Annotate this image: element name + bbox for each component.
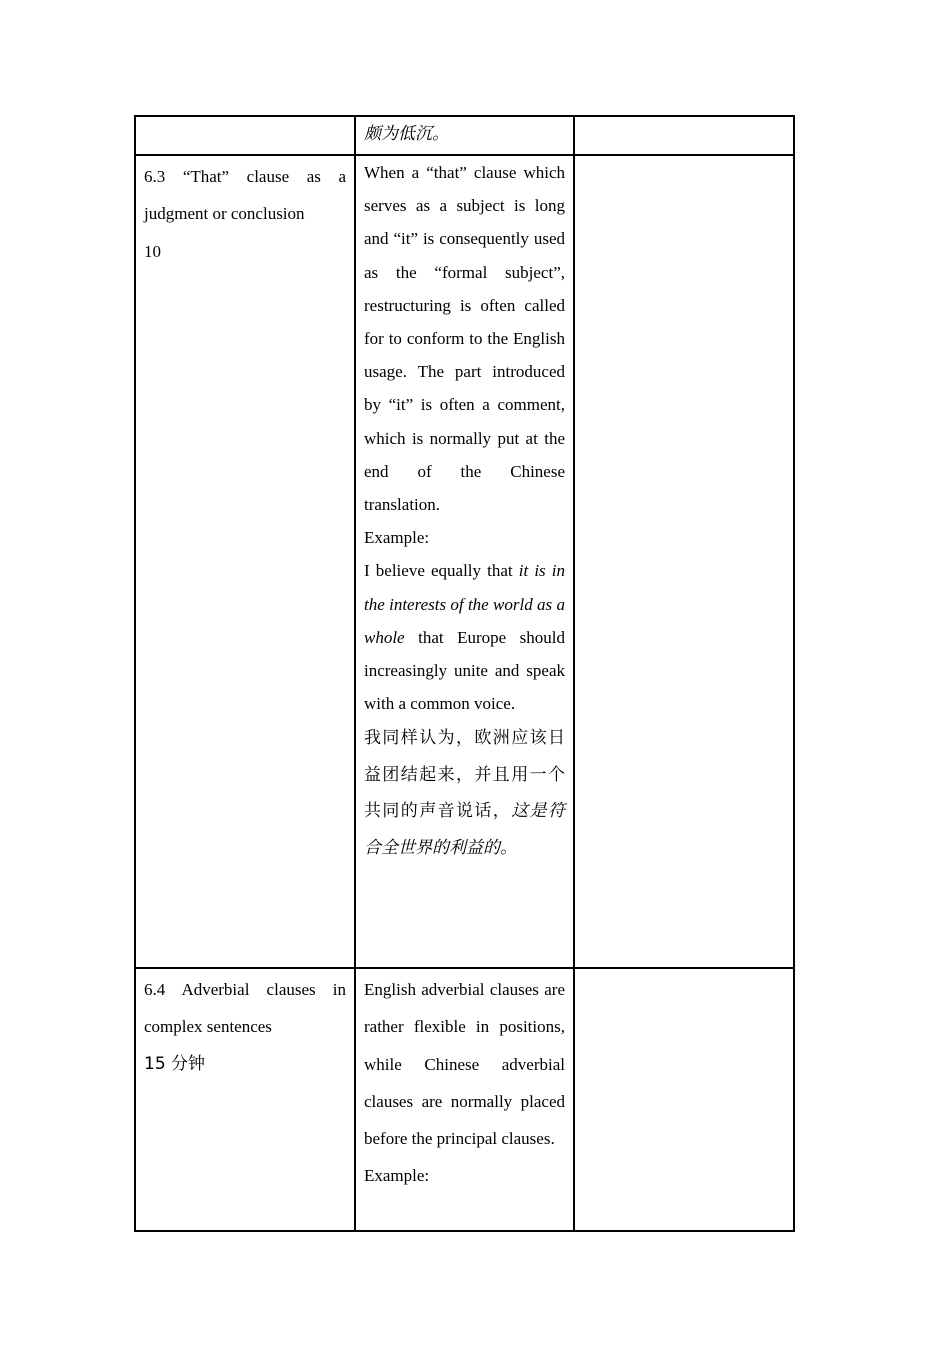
example-label: Example:: [364, 1166, 430, 1186]
cell-content: [355, 155, 574, 968]
section-duration: 10: [144, 241, 161, 261]
cell-content: [355, 116, 574, 155]
cell-notes: [574, 155, 794, 968]
table-row: [135, 116, 794, 155]
cell-topic: [135, 116, 355, 155]
section-explanation: English adverbial clauses are rather flexible in positions, while Chinese adverbial clauses are normally placed before the principal clauses.: [364, 980, 565, 1149]
section-explanation: When a “that” clause which serves as a subject is long and “it” is consequently used as the “formal subject”, restructuring is often called for to conform to the English usage. The part introduced by “it” is often a comment, which is normally put at the end of the Chinese translation.: [364, 163, 565, 515]
example-label: Example:: [364, 528, 430, 548]
cell-notes: [574, 116, 794, 155]
example-sentence: [364, 554, 565, 720]
table-row: [135, 968, 794, 1231]
cell-notes: [574, 968, 794, 1231]
translation-emphasis: 这是符合全世界的利益的。: [364, 801, 566, 858]
lesson-plan-table: [134, 115, 795, 1232]
table-row: [135, 155, 794, 968]
cell-content: [355, 968, 574, 1231]
cell-topic: [135, 155, 355, 968]
example-emphasis: it is in the interests of the world as a whole: [364, 561, 565, 647]
section-duration: 15 分钟: [144, 1053, 206, 1074]
example-translation: [364, 720, 565, 866]
section-topic: 6.4 Adverbial clauses in complex sentences: [144, 980, 346, 1037]
translation-plain: 我同样认为，欧洲应该日益团结起来，并且用一个共同的声音说话，: [364, 728, 565, 822]
continuation-text: 颇为低沉。: [364, 124, 449, 144]
example-pre: I believe equally that: [364, 561, 519, 581]
section-topic: 6.3 “That” clause as a judgment or conclusion: [144, 167, 346, 224]
cell-topic: [135, 968, 355, 1231]
example-post: that Europe should increasingly unite and speak with a common voice.: [364, 627, 565, 714]
